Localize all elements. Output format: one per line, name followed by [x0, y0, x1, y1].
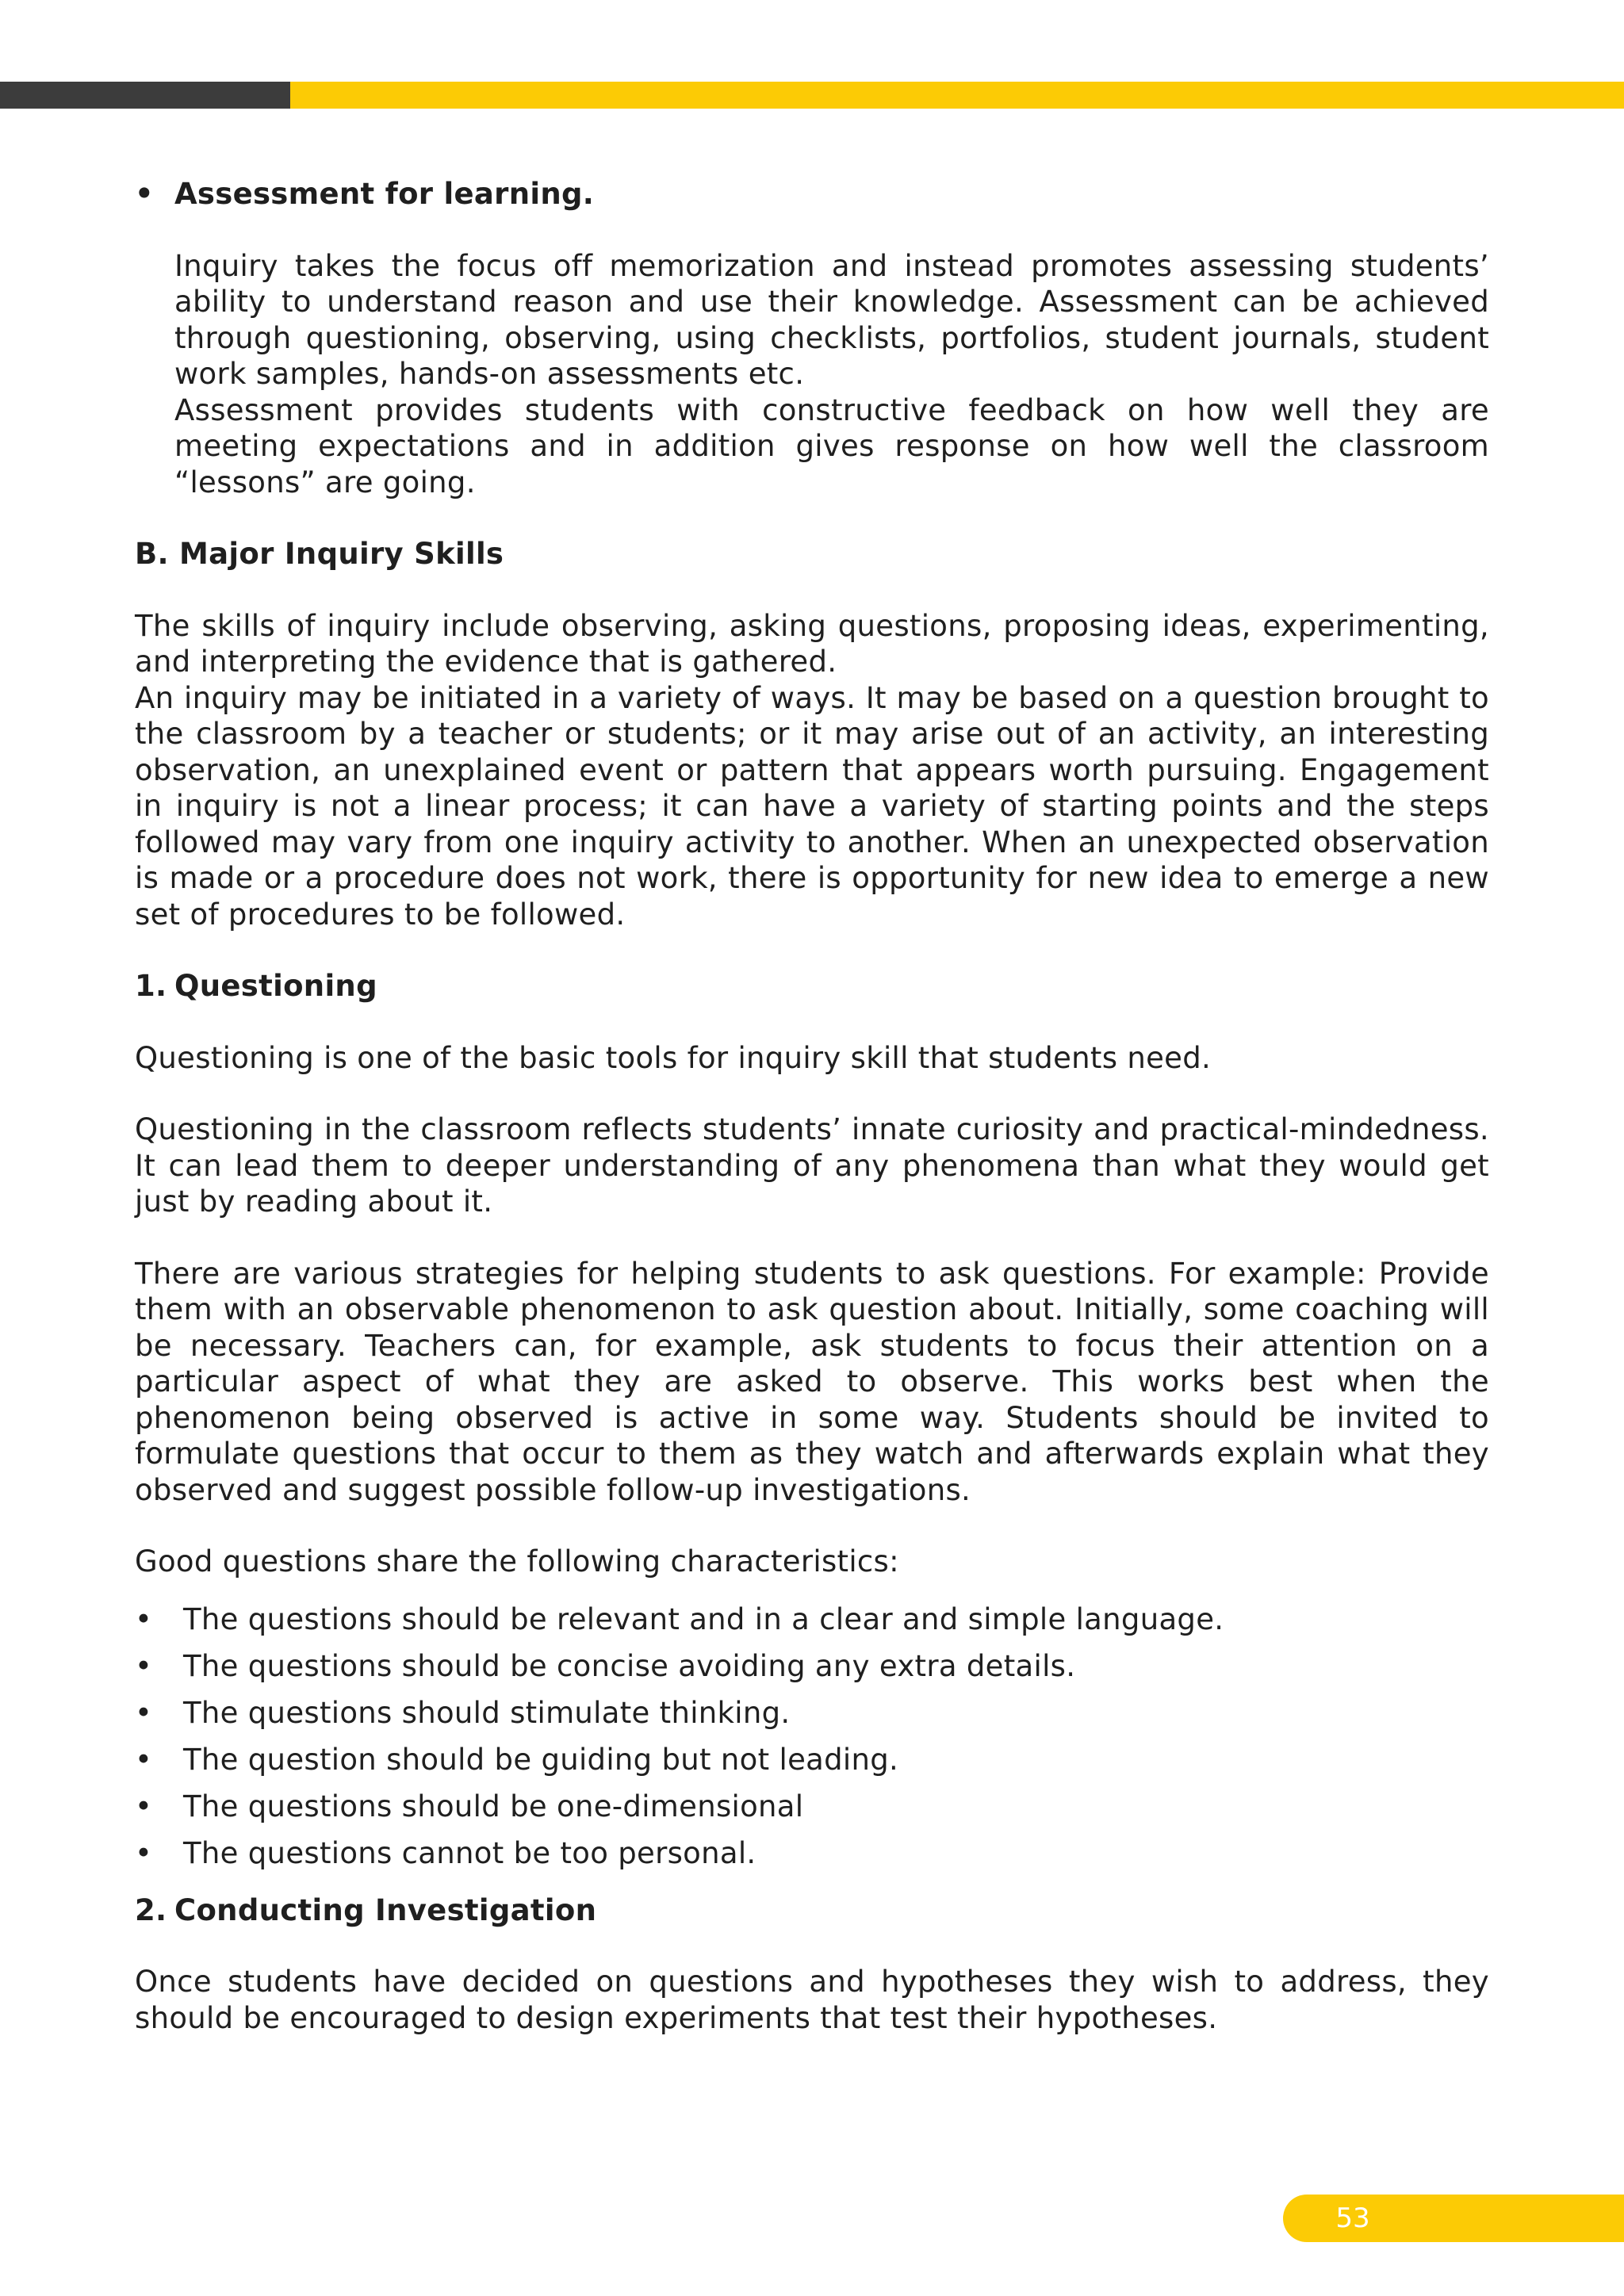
major-skills-paragraph-2: An inquiry may be initiated in a variety of ways. It may be based on a question brought to the classroom by a teacher or students; or it may arise out of an activity, an interesting observation, an unexplained event or pattern that appears worth pursuing. Engagement in inquiry is not a linear process; it can have a variety of starting points and the steps followed may vary from one inquiry activity to another. When an unexpected observation is made or a procedure does not work, there is opportunity for new idea to emerge a new set of procedures to be followed. — [135, 680, 1489, 932]
questioning-paragraph-1: Questioning is one of the basic tools for inquiry skill that students need. — [135, 1040, 1212, 1075]
list-item: • The questions should be relevant and in a clear and simple language. — [135, 1596, 1489, 1643]
top-bar-dark-segment — [0, 82, 290, 109]
questioning-paragraph-4: Good questions share the following characteristics: — [135, 1544, 899, 1578]
page-content — [135, 176, 1489, 2036]
bullet-icon: • — [135, 1648, 153, 1683]
top-bar-yellow-segment — [290, 82, 1624, 109]
list-item: • The questions should be concise avoiding any extra details. — [135, 1643, 1489, 1689]
questioning-paragraph-3: There are various strategies for helping students to ask questions. For example: Provide them with an observable phenomenon to ask question about. Initially, some coaching will be necessary. Teachers can, for example, ask students to focus their attention on a particular aspect of what they are asked to observe. This works best when the phenomenon being observed is active in some way. Students should be invited to formulate questions that occur to them as they watch and afterwards explain what they observed and suggest possible follow-up investigations. — [135, 1256, 1489, 1507]
bullet-icon: • — [135, 1601, 153, 1636]
bullet-icon: • — [135, 1695, 153, 1730]
bullet-icon: • — [135, 177, 154, 211]
list-item: • The questions should be one-dimensional — [135, 1783, 1489, 1830]
investigation-paragraph-1: Once students have decided on questions and hypotheses they wish to address, they should be encouraged to design experiments that test their hypotheses. — [135, 1965, 1489, 2035]
page-number-tab — [1283, 2195, 1624, 2242]
questioning-heading-text: Questioning — [174, 969, 377, 1003]
investigation-heading-text: Conducting Investigation — [174, 1892, 597, 1927]
assessment-heading — [135, 176, 1489, 212]
investigation-heading — [135, 1892, 1489, 1929]
list-item: • The questions should stimulate thinking. — [135, 1689, 1489, 1736]
section-number: 2. — [135, 1892, 167, 1927]
list-item: • The questions cannot be too personal. — [135, 1830, 1489, 1877]
bullet-icon: • — [135, 1742, 153, 1777]
page-number: 53 — [1335, 2202, 1370, 2234]
characteristics-list — [135, 1596, 1489, 1877]
major-skills-heading: B. Major Inquiry Skills — [135, 537, 504, 571]
major-skills-paragraph-1: The skills of inquiry include observing, asking questions, proposing ideas, experimenting, and interpreting the evidence that is gathered. — [135, 608, 1489, 679]
top-decorative-bar — [0, 82, 1624, 109]
section-number: 1. — [135, 969, 167, 1003]
bullet-icon: • — [135, 1835, 153, 1870]
bullet-icon: • — [135, 1789, 153, 1823]
assessment-paragraph-1: Inquiry takes the focus off memorization and instead promotes assessing students’ ability to understand reason and use their knowledge. Assessment can be achieved through questioning, observing, using checklists, portfolios, student journals, student work samples, hands-on assessments etc. — [174, 248, 1489, 391]
assessment-paragraph-2: Assessment provides students with constructive feedback on how well they are meeting expectations and in addition gives response on how well the classroom “lessons” are going. — [174, 392, 1489, 499]
assessment-heading-text: Assessment for learning. — [174, 177, 595, 211]
questioning-heading — [135, 968, 1489, 1004]
list-item: • The question should be guiding but not leading. — [135, 1736, 1489, 1783]
questioning-paragraph-2: Questioning in the classroom reflects students’ innate curiosity and practical-mindedness. It can lead them to deeper understanding of any phenomena than what they would get just by reading about it. — [135, 1112, 1489, 1219]
